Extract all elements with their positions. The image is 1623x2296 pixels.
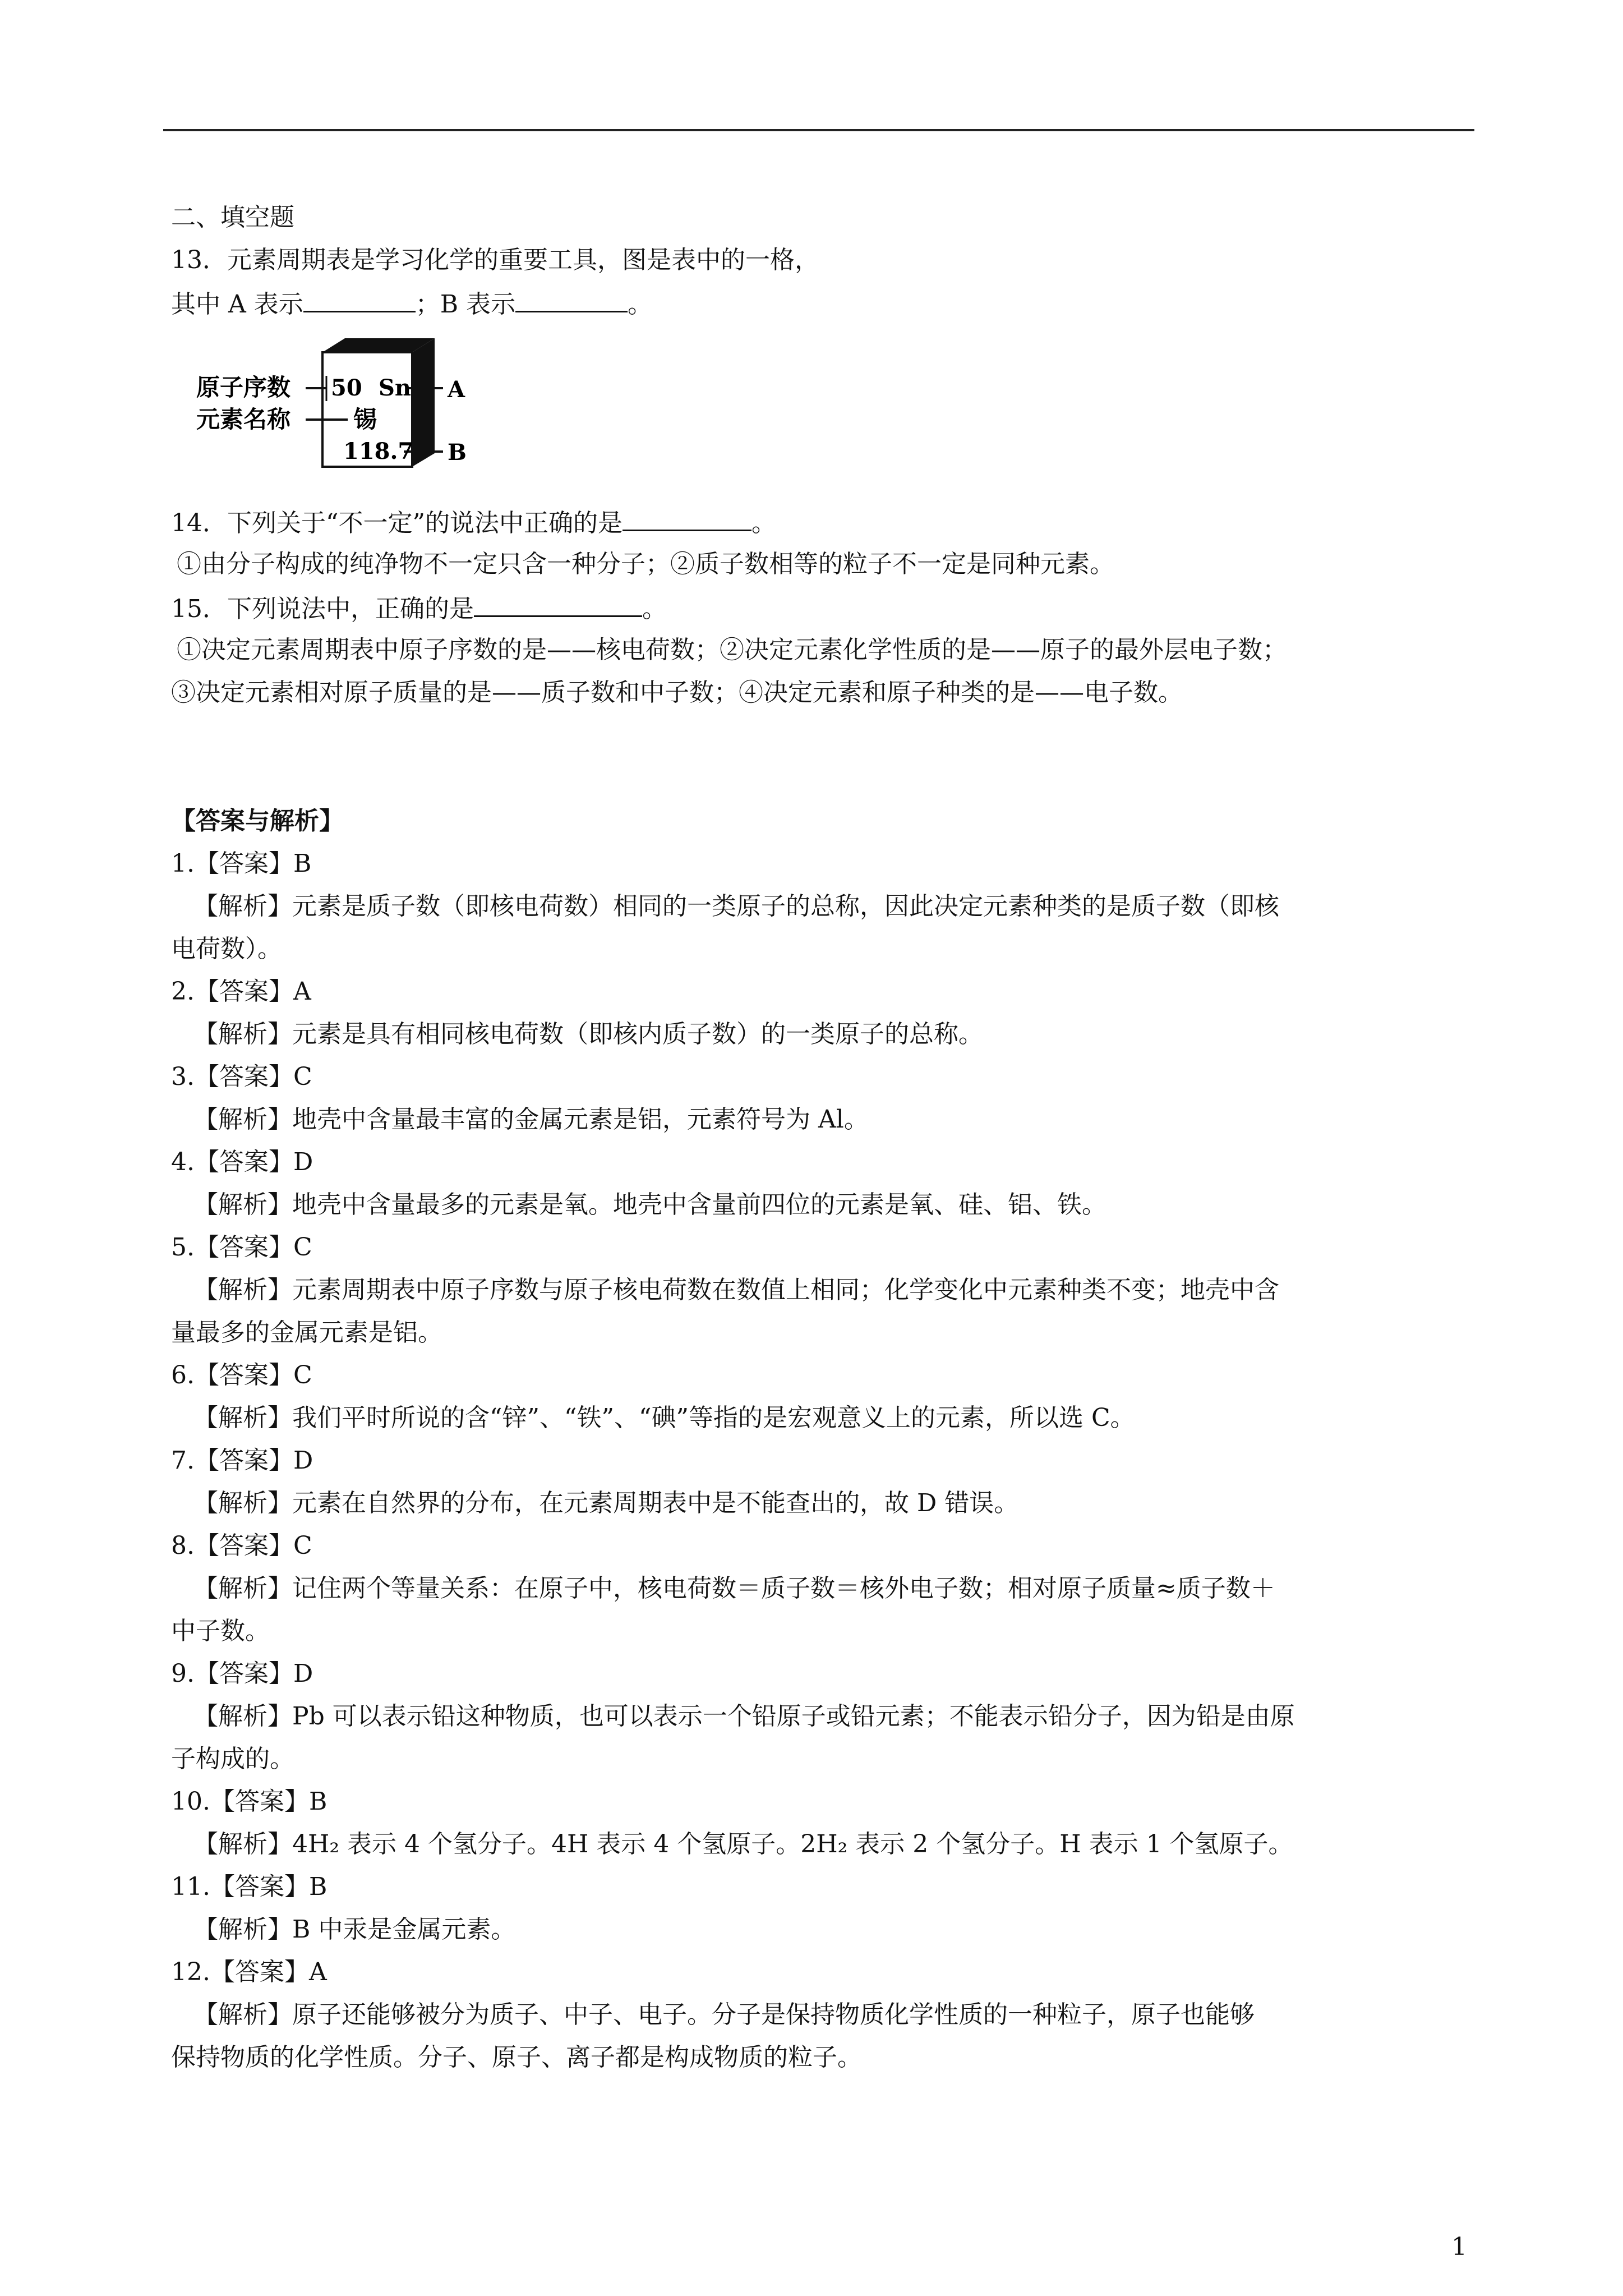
- explanation-12-cont: 保持物质的化学性质。分子、原子、离子都是构成物质的粒子。: [171, 2043, 862, 2072]
- q13-line1: 13．元素周期表是学习化学的重要工具，图是表中的一格，: [171, 246, 819, 274]
- q13-text-b: ；B 表示: [415, 290, 516, 319]
- periodic-table-cell-figure: [196, 337, 488, 471]
- q15-line3: ③决定元素相对原子质量的是——质子数和中子数；④决定元素和原子种类的是——电子数。: [171, 678, 1183, 707]
- answer-1: 1.【答案】B: [171, 849, 312, 878]
- q13-line2: [171, 291, 652, 317]
- answer-11: 11.【答案】B: [171, 1872, 328, 1901]
- marker-b: B: [448, 439, 467, 466]
- explanation-4: 【解析】地壳中含量最多的元素是氧。地壳中含量前四位的元素是氧、硅、铝、铁。: [193, 1190, 1106, 1219]
- explanation-1-cont: 电荷数）。: [171, 935, 282, 963]
- explanation-1: 【解析】元素是质子数（即核电荷数）相同的一类原子的总称，因此决定元素种类的是质子数（即核: [193, 892, 1279, 921]
- marker-a: A: [448, 376, 465, 403]
- explanation-7: 【解析】元素在自然界的分布，在元素周期表中是不能查出的，故 D 错误。: [193, 1489, 1019, 1517]
- atomic-number-value: 50: [331, 375, 362, 401]
- answer-4: 4.【答案】D: [171, 1148, 313, 1176]
- q15-blank[interactable]: [474, 595, 642, 617]
- explanation-12: 【解析】原子还能够被分为质子、中子、电子。分子是保持物质化学性质的一种粒子，原子也能够: [193, 2000, 1255, 2029]
- q13-text-a: 其中 A 表示: [171, 290, 303, 319]
- q13-text-c: 。: [628, 290, 653, 319]
- explanation-8-cont: 中子数。: [171, 1617, 270, 1645]
- explanation-8: 【解析】记住两个等量关系：在原子中，核电荷数＝质子数＝核外电子数；相对原子质量≈质子数＋: [193, 1574, 1275, 1603]
- q14-text-a: 14．下列关于“不一定”的说法中正确的是: [171, 509, 623, 537]
- answer-10: 10.【答案】B: [171, 1787, 328, 1816]
- answer-6: 6.【答案】C: [171, 1361, 312, 1389]
- answer-8: 8.【答案】C: [171, 1531, 312, 1560]
- answer-3: 3.【答案】C: [171, 1062, 312, 1091]
- explanation-9-cont: 子构成的。: [171, 1745, 294, 1773]
- explanation-5: 【解析】元素周期表中原子序数与原子核电荷数在数值上相同；化学变化中元素种类不变；地壳中含: [193, 1276, 1279, 1304]
- q15-line1: [171, 595, 667, 622]
- explanation-2: 【解析】元素是具有相同核电荷数（即核内质子数）的一类原子的总称。: [193, 1020, 983, 1048]
- answer-7: 7.【答案】D: [171, 1446, 313, 1475]
- header-rule: [163, 129, 1474, 131]
- element-symbol: Sn: [379, 375, 411, 401]
- q15-text-b: 。: [642, 595, 667, 623]
- explanation-11: 【解析】B 中汞是金属元素。: [193, 1915, 516, 1944]
- q15-text-a: 15．下列说法中，正确的是: [171, 595, 474, 623]
- q15-line2: ①决定元素周期表中原子序数的是——核电荷数；②决定元素化学性质的是——原子的最外层电子数；: [177, 636, 1287, 664]
- section-title: 二、填空题: [171, 203, 294, 232]
- atomic-mass-value: 118.7: [343, 438, 414, 464]
- answer-12: 12.【答案】A: [171, 1958, 327, 1986]
- page-number: 1: [1451, 2233, 1467, 2261]
- q13-blank-b[interactable]: [515, 291, 628, 312]
- q14-line2: ①由分子构成的纯净物不一定只含一种分子；②质子数相等的粒子不一定是同种元素。: [177, 550, 1114, 578]
- answer-2: 2.【答案】A: [171, 977, 311, 1006]
- label-atomic-number: 原子序数: [196, 374, 291, 401]
- explanation-5-cont: 量最多的金属元素是铝。: [171, 1318, 442, 1347]
- box-side: [412, 338, 435, 467]
- answers-title: 【答案与解析】: [171, 807, 344, 835]
- answer-9: 9.【答案】D: [171, 1659, 313, 1688]
- label-element-name: 元素名称: [196, 406, 291, 433]
- explanation-3: 【解析】地壳中含量最丰富的金属元素是铝，元素符号为 Al。: [193, 1105, 869, 1134]
- q14-text-b: 。: [751, 509, 776, 537]
- explanation-10: 【解析】4H₂ 表示 4 个氢分子。4H 表示 4 个氢原子。2H₂ 表示 2 个氢分子。H 表示 1 个氢原子。: [193, 1830, 1293, 1858]
- q14-line1: [171, 509, 776, 536]
- q14-blank[interactable]: [623, 509, 751, 531]
- explanation-6: 【解析】我们平时所说的含“锌”、“铁”、“碘”等指的是宏观意义上的元素，所以选 C。: [193, 1404, 1135, 1432]
- element-name-value: 锡: [353, 406, 377, 433]
- q13-blank-a[interactable]: [303, 291, 416, 312]
- answer-5: 5.【答案】C: [171, 1233, 312, 1262]
- explanation-9: 【解析】Pb 可以表示铅这种物质，也可以表示一个铅原子或铅元素；不能表示铅分子，因为铅是由原: [193, 1702, 1295, 1731]
